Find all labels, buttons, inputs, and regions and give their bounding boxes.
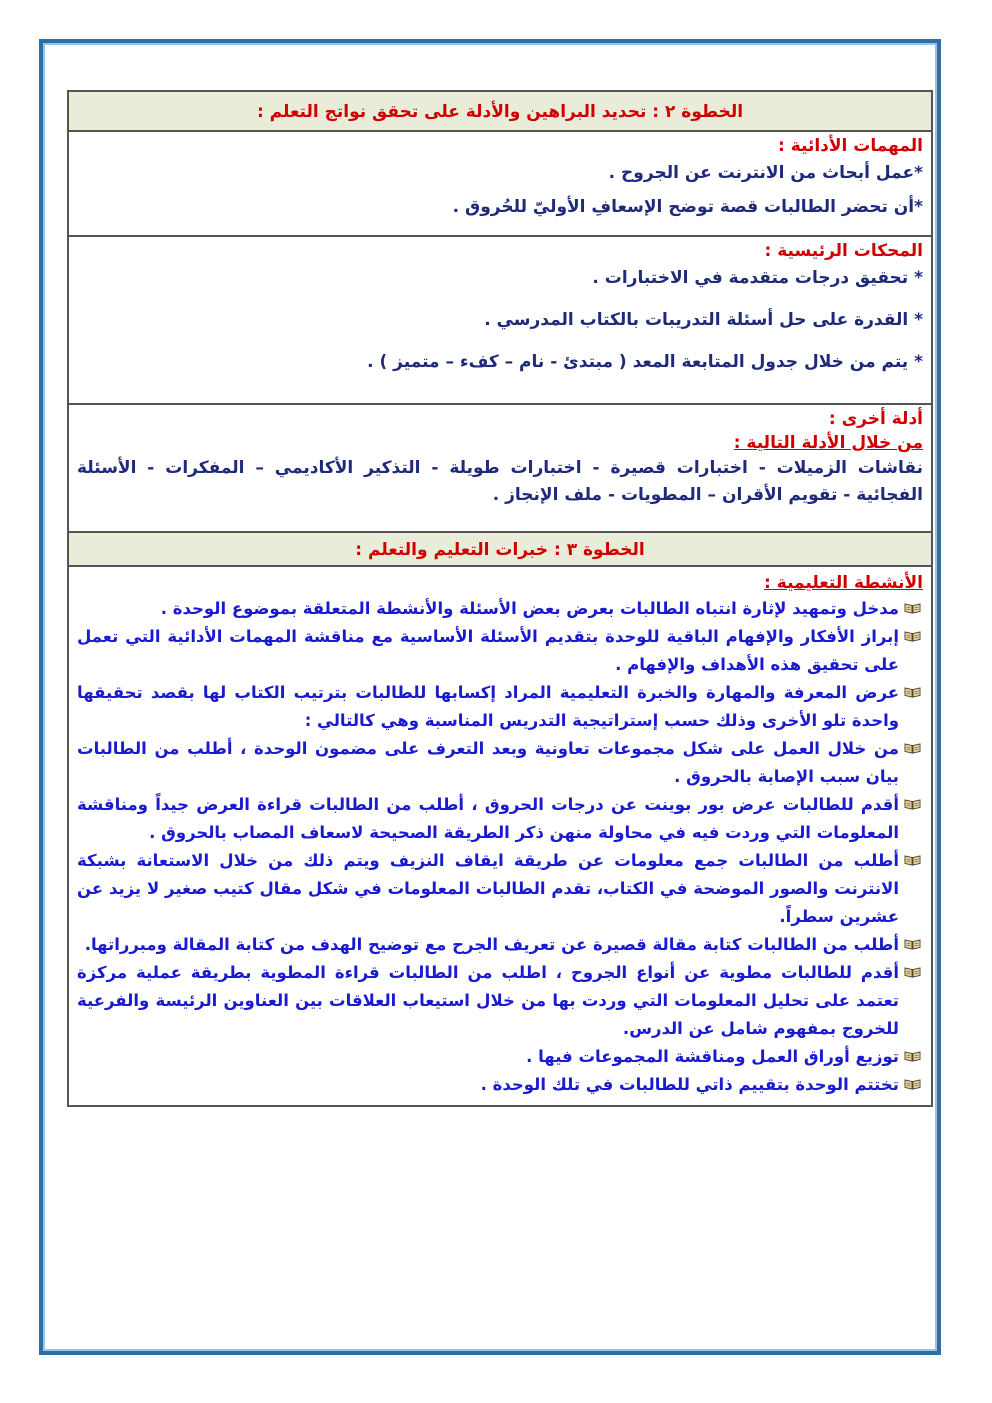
activity-text: من خلال العمل على شكل مجموعات تعاونية وبعد التعرف على مضمون الوحدة ، أطلب من الطالبات بيان سبب الإصابة بالحروق . xyxy=(77,739,899,786)
activity-text: إبراز الأفكار والإفهام الباقية للوحدة بتقديم الأسئلة الأساسية مع مناقشة المهمات الأدائية التي تعمل على تحقيق هذه الأهداف والإفهام . xyxy=(77,627,899,674)
other-evidence-subheading: من خلال الأدلة التالية : xyxy=(733,433,923,453)
activity-item xyxy=(77,959,923,1043)
activity-text: أقدم للطالبات عرض بور بوينت عن درجات الحروق ، أطلب من الطالبات قراءة العرض جيداً ومناقشة المعلومات التي وردت فيه في محاولة منهن ذكر الطريقة الصحيحة لاسعاف المصاب بالحروق . xyxy=(77,795,899,842)
book-icon xyxy=(904,938,921,950)
book-icon xyxy=(904,742,921,754)
activity-text: عرض المعرفة والمهارة والخبرة التعليمية المراد إكسابها للطالبات بترتيب الكتاب لها بقصد تحقيقها واحدة تلو الأخرى وذلك حسب إستراتيجية التدريس المناسبة وهي كالتالي : xyxy=(77,683,899,730)
performance-tasks-section xyxy=(69,132,931,237)
book-icon xyxy=(904,1050,921,1062)
book-icon xyxy=(904,686,921,698)
book-icon xyxy=(904,602,921,614)
activity-text: تختتم الوحدة بتقييم ذاتي للطالبات في تلك الوحدة . xyxy=(480,1075,899,1094)
activity-item xyxy=(77,847,923,931)
activity-item xyxy=(77,931,923,959)
criterion-1: * تحقيق درجات متقدمة في الاختبارات . xyxy=(592,268,923,288)
step3-title: الخطوة ٣ : خبرات التعليم والتعلم : xyxy=(355,540,645,560)
document-table xyxy=(67,90,933,1107)
performance-task-2: *أن تحضر الطالبات قصة توضح الإسعافِ الأوليّ للحُروق . xyxy=(452,197,923,217)
activity-text: أطلب من الطالبات جمع معلومات عن طريقة ايقاف النزيف ويتم ذلك من خلال الاستعانة بشبكة الانترنت والصور الموضحة في الكتاب، تقدم الطالبات المعلومات في شكل مقال كتيب صغير لا يزيد عن عشرين سطراً. xyxy=(77,851,899,926)
activity-item xyxy=(77,1043,923,1071)
activities-section xyxy=(69,567,931,1105)
step3-header xyxy=(69,533,931,567)
performance-task-1: *عمل أبحاث من الانترنت عن الجروح . xyxy=(608,163,923,183)
step2-header xyxy=(69,92,931,132)
main-criteria-heading: المحكات الرئيسية : xyxy=(764,241,923,261)
step2-title: الخطوة ٢ : تحديد البراهين والأدلة على تحقق نواتج التعلم : xyxy=(256,102,744,122)
activity-item xyxy=(77,791,923,847)
book-icon xyxy=(904,798,921,810)
book-icon xyxy=(904,1078,921,1090)
activity-text: أقدم للطالبات مطوية عن أنواع الجروح ، اطلب من الطالبات قراءة المطوية بطريقة عملية مركزة تعتمد على تحليل المعلومات التي وردت بها من خلال استيعاب العلاقات بين العناوين الرئيسة والفرعية للخروج بمفهوم شامل عن الدرس. xyxy=(77,963,899,1038)
book-icon xyxy=(904,966,921,978)
activity-text: مدخل وتمهيد لإثارة انتباه الطالبات بعرض بعض الأسئلة والأنشطة المتعلقة بموضوع الوحدة . xyxy=(160,599,899,618)
book-icon xyxy=(904,630,921,642)
activity-item xyxy=(77,623,923,679)
other-evidence-text: نقاشات الزميلات - اختبارات قصيرة - اختبارات طويلة - التذكير الأكاديمي – المفكرات - الأسئلة الفجائية - تقويم الأقران – المطويات - ملف الإنجاز . xyxy=(77,458,923,505)
other-evidence-heading: أدلة أخرى : xyxy=(828,409,923,429)
criterion-2: * القدرة على حل أسئلة التدريبات بالكتاب المدرسي . xyxy=(484,310,923,330)
activity-item xyxy=(77,735,923,791)
performance-tasks-heading: المهمات الأدائية : xyxy=(778,136,923,156)
activity-text: توزيع أوراق العمل ومناقشة المجموعات فيها . xyxy=(526,1047,899,1066)
main-criteria-section xyxy=(69,237,931,405)
activity-item xyxy=(77,1071,923,1099)
activities-heading: الأنشطة التعليمية : xyxy=(764,573,923,593)
book-icon xyxy=(904,854,921,866)
other-evidence-section xyxy=(69,405,931,533)
activity-item xyxy=(77,595,923,623)
activity-text: أطلب من الطالبات كتابة مقالة قصيرة عن تعريف الجرح مع توضيح الهدف من كتابة المقالة ومبرراتها. xyxy=(84,935,899,954)
criterion-3: * يتم من خلال جدول المتابعة المعد ( مبتدئ - نام – كفء – متميز ) . xyxy=(367,352,923,372)
activity-item xyxy=(77,679,923,735)
